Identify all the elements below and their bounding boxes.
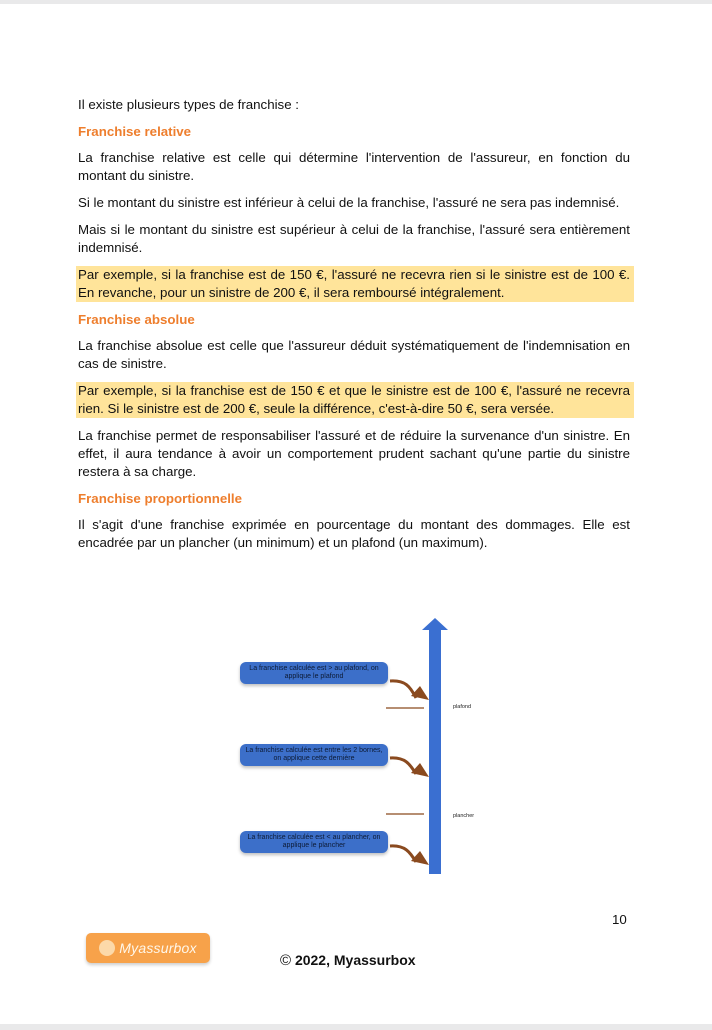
paragraph: Il s'agit d'une franchise exprimée en pourcentage du montant des dommages. Elle est encadrée par un plancher (un minimum) et un plafond (un maximum). xyxy=(78,517,630,550)
page-number: 10 xyxy=(612,912,627,927)
paragraph: La franchise permet de responsabiliser l'assuré et de réduire la survenance d'un sinistre. En effet, il aura tendance à avoir un comportement prudent sachant qu'une partie du sinistre restera à sa charge. xyxy=(78,428,630,479)
box-above-plafond: La franchise calculée est > au plafond, on applique le plafond xyxy=(240,662,388,684)
copyright-notice xyxy=(280,952,416,969)
heading-franchise-relative: Franchise relative xyxy=(78,124,192,139)
paragraph: Si le montant du sinistre est inférieur à celui de la franchise, l'assuré ne sera pas indemnisé. xyxy=(78,195,620,210)
arrowhead-icon xyxy=(411,851,429,865)
document-page xyxy=(0,4,712,1024)
heading-franchise-absolue: Franchise absolue xyxy=(78,312,195,327)
highlighted-example: Par exemple, si la franchise est de 150 €, l'assuré ne recevra rien si le sinistre est de 100 €. En revanche, pour un sinistre de 200 €, il sera remboursé intégralement. xyxy=(76,266,634,302)
label-plancher: plancher xyxy=(453,813,475,819)
paragraph: La franchise relative est celle qui détermine l'intervention de l'assureur, en fonction du montant du sinistre. xyxy=(78,150,630,183)
logo-text: Myassurbox xyxy=(119,940,197,956)
box-between-bounds: La franchise calculée est entre les 2 bornes, on applique cette dernière xyxy=(240,744,388,766)
copyright-icon: © xyxy=(280,952,292,969)
axis-arrow-head xyxy=(422,618,448,630)
myassurbox-logo xyxy=(86,933,210,963)
box-below-plancher: La franchise calculée est < au plancher, on applique le plancher xyxy=(240,831,388,853)
curved-arrow-icon xyxy=(390,846,416,862)
franchise-proportionnelle-diagram xyxy=(240,616,490,881)
copyright-text: 2022, Myassurbox xyxy=(291,952,416,968)
paragraph: Mais si le montant du sinistre est supérieur à celui de la franchise, l'assuré sera entièrement indemnisé. xyxy=(78,222,630,255)
arrowhead-icon xyxy=(411,763,429,777)
paragraph: La franchise absolue est celle que l'assureur déduit systématiquement de l'indemnisation en cas de sinistre. xyxy=(78,338,630,371)
logo-icon xyxy=(99,940,115,956)
vertical-axis xyxy=(429,630,441,874)
highlighted-example: Par exemple, si la franchise est de 150 € et que le sinistre est de 100 €, l'assuré ne recevra rien. Si le sinistre est de 200 €, seule la différence, c'est-à-dire 50 €, sera versée. xyxy=(76,382,634,418)
page-content xyxy=(78,96,630,561)
curved-arrow-icon xyxy=(390,758,416,774)
intro-text: Il existe plusieurs types de franchise : xyxy=(78,97,299,112)
label-plafond: plafond xyxy=(453,704,472,710)
arrowhead-icon xyxy=(411,686,429,700)
heading-franchise-proportionnelle: Franchise proportionnelle xyxy=(78,491,243,506)
